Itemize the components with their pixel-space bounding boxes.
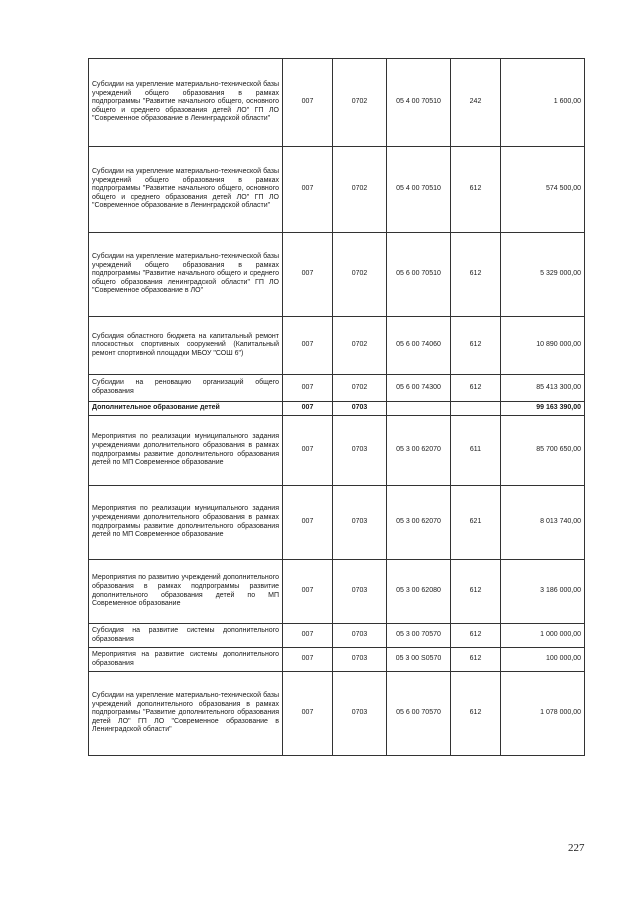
row-ministry-code: 007 (283, 147, 333, 233)
row-name: Мероприятия по реализации муниципального задания учреждениями дополнительного образования в рамках подпрограммы развитие дополнительного образования детей по МП Современное образование (89, 486, 283, 560)
row-name: Субсидии на реновацию организаций общего образования (89, 375, 283, 402)
row-name: Мероприятия по развитию учреждений дополнительного образования в рамках подпрограммы развитие дополнительного образования детей по МП Современное образование (89, 560, 283, 624)
row-name: Мероприятия на развитие системы дополнительного образования (89, 648, 283, 672)
row-section-code: 0703 (333, 672, 387, 756)
row-section-code: 0703 (333, 486, 387, 560)
row-amount: 100 000,00 (501, 648, 585, 672)
row-amount: 10 890 000,00 (501, 317, 585, 375)
row-amount: 574 500,00 (501, 147, 585, 233)
row-name: Субсидии на укрепление материально-технической базы учреждений общего образования в рамках подпрограммы "Развитие начального общего и среднего общего образования ленинградской области" ГП ЛО "Современное образование в ЛО" (89, 233, 283, 317)
row-amount: 99 163 390,00 (501, 402, 585, 416)
row-amount: 8 013 740,00 (501, 486, 585, 560)
row-name: Субсидия на развитие системы дополнительного образования (89, 624, 283, 648)
table-row (89, 59, 585, 147)
table-row (89, 375, 585, 402)
row-target-code: 05 6 00 70570 (387, 672, 451, 756)
row-section-code: 0703 (333, 624, 387, 648)
row-expense-type: 621 (451, 486, 501, 560)
row-expense-type: 612 (451, 147, 501, 233)
row-amount: 85 413 300,00 (501, 375, 585, 402)
row-expense-type: 612 (451, 317, 501, 375)
row-amount: 1 078 000,00 (501, 672, 585, 756)
row-section-code: 0703 (333, 560, 387, 624)
row-target-code (387, 402, 451, 416)
table-row (89, 486, 585, 560)
row-target-code: 05 3 00 62070 (387, 416, 451, 486)
row-ministry-code: 007 (283, 402, 333, 416)
row-amount: 1 600,00 (501, 59, 585, 147)
row-target-code: 05 3 00 S0570 (387, 648, 451, 672)
row-ministry-code: 007 (283, 59, 333, 147)
row-expense-type: 611 (451, 416, 501, 486)
row-target-code: 05 3 00 62070 (387, 486, 451, 560)
row-section-code: 0703 (333, 416, 387, 486)
row-expense-type: 612 (451, 560, 501, 624)
table-row-section-total (89, 402, 585, 416)
row-ministry-code: 007 (283, 317, 333, 375)
row-section-code: 0703 (333, 402, 387, 416)
row-expense-type: 612 (451, 648, 501, 672)
row-expense-type: 612 (451, 672, 501, 756)
row-name: Субсидия областного бюджета на капитальный ремонт плоскостных спортивных сооружений (Капитальный ремонт спортивной площадки МБОУ "СОШ 6") (89, 317, 283, 375)
row-expense-type: 612 (451, 233, 501, 317)
row-target-code: 05 6 00 74300 (387, 375, 451, 402)
row-ministry-code: 007 (283, 416, 333, 486)
row-amount: 3 186 000,00 (501, 560, 585, 624)
budget-table-body (89, 59, 585, 756)
row-target-code: 05 3 00 62080 (387, 560, 451, 624)
row-expense-type: 242 (451, 59, 501, 147)
row-amount: 5 329 000,00 (501, 233, 585, 317)
row-name: Субсидии на укрепление материально-технической базы учреждений общего образования в рамках подпрограммы "Развитие начального общего, основного общего и среднего образования детей ЛО" ГП ЛО "Современное образование в Ленинградской области" (89, 59, 283, 147)
table-row (89, 624, 585, 648)
row-section-code: 0703 (333, 648, 387, 672)
row-target-code: 05 4 00 70510 (387, 59, 451, 147)
row-name: Субсидии на укрепление материально-технической базы учреждений дополнительного образования в рамках подпрограммы "Развитие дополнительного образования детей ЛО" ГП ЛО "Современное образование в Ленинградской области" (89, 672, 283, 756)
table-row (89, 233, 585, 317)
row-name: Дополнительное образование детей (89, 402, 283, 416)
row-ministry-code: 007 (283, 624, 333, 648)
row-ministry-code: 007 (283, 648, 333, 672)
budget-table (88, 58, 585, 756)
row-expense-type: 612 (451, 375, 501, 402)
row-ministry-code: 007 (283, 233, 333, 317)
row-name: Субсидии на укрепление материально-технической базы учреждений общего образования в рамках подпрограммы "Развитие начального общего, основного общего и среднего образования детей ЛО" ГП ЛО "Современное образование в Ленинградской области" (89, 147, 283, 233)
row-amount: 1 000 000,00 (501, 624, 585, 648)
row-ministry-code: 007 (283, 672, 333, 756)
table-row (89, 317, 585, 375)
row-target-code: 05 4 00 70510 (387, 147, 451, 233)
row-target-code: 05 6 00 70510 (387, 233, 451, 317)
row-section-code: 0702 (333, 59, 387, 147)
row-target-code: 05 6 00 74060 (387, 317, 451, 375)
table-row (89, 648, 585, 672)
table-row (89, 147, 585, 233)
page-number: 227 (568, 842, 585, 854)
row-ministry-code: 007 (283, 486, 333, 560)
row-ministry-code: 007 (283, 375, 333, 402)
row-name: Мероприятия по реализации муниципального задания учреждениями дополнительного образования в рамках подпрограммы развитие дополнительного образования детей по МП Современное образование (89, 416, 283, 486)
row-section-code: 0702 (333, 147, 387, 233)
row-section-code: 0702 (333, 233, 387, 317)
row-expense-type: 612 (451, 624, 501, 648)
row-section-code: 0702 (333, 375, 387, 402)
table-row (89, 416, 585, 486)
row-amount: 85 700 650,00 (501, 416, 585, 486)
row-section-code: 0702 (333, 317, 387, 375)
row-ministry-code: 007 (283, 560, 333, 624)
row-target-code: 05 3 00 70570 (387, 624, 451, 648)
table-row (89, 560, 585, 624)
table-row (89, 672, 585, 756)
row-expense-type (451, 402, 501, 416)
